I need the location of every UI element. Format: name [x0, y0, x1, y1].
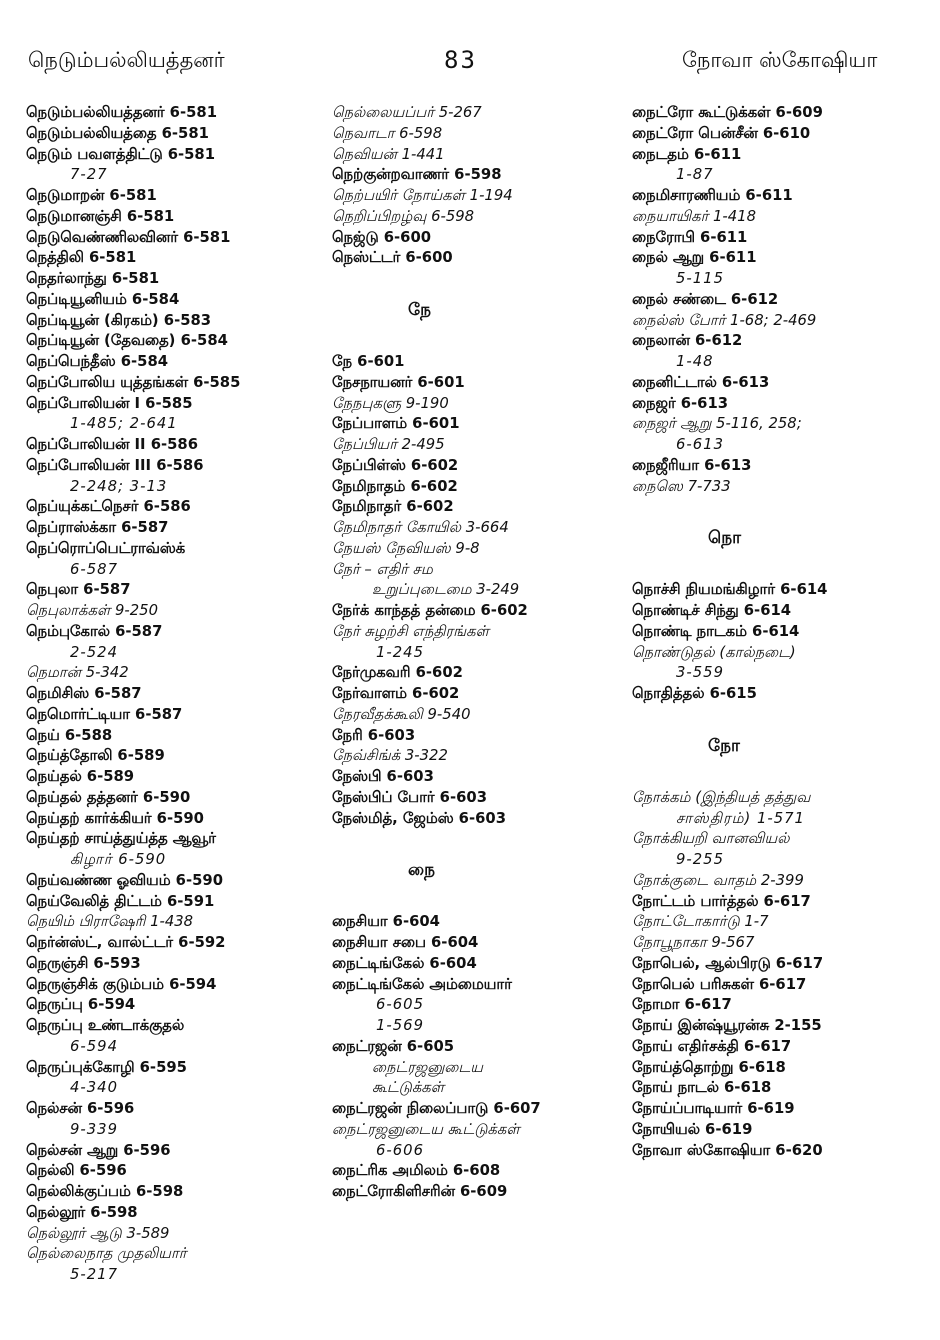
- index-entry: நைட்ரஜனுடைய: [372, 1058, 483, 1076]
- index-entry: நேநபுகளு 9-190: [332, 394, 449, 412]
- index-entry: நெய்வண்ண ஓவியம் 6-590: [26, 871, 223, 889]
- index-entry: நைட்ரஜன் 6-605: [332, 1037, 455, 1055]
- index-entry: நேப்பிள்ஸ் 6-602: [332, 456, 459, 474]
- index-entry: நெஸ்ட்டர் 6-600: [332, 249, 453, 267]
- index-entry: நெருஞ்சி 6-593: [26, 954, 141, 972]
- index-entry: நைசியா சபை 6-604: [332, 934, 479, 951]
- index-entry: நெர்ன்ஸ்ட், வால்ட்டர் 6-592: [26, 934, 226, 951]
- index-entry: நேமிநாதம் 6-602: [332, 477, 458, 495]
- index-entry-continuation: 9-339: [70, 1120, 118, 1138]
- index-entry-continuation: 9-255: [676, 851, 724, 868]
- index-entry: நொண்டுதல் (கால்நடை): [632, 643, 796, 661]
- spacer: [632, 767, 932, 788]
- index-entry: நைசியா 6-604: [332, 913, 440, 931]
- index-entry: நோய்ப்பாடியார் 6-619: [632, 1100, 795, 1117]
- index-entry: நெம்புகோல் 6-587: [26, 622, 163, 640]
- index-entry: நெல்லைநாத முதலியார்: [26, 1245, 187, 1263]
- index-entry-continuation: 1-569: [376, 1017, 424, 1034]
- index-entry: நைல் சண்டை 6-612: [632, 290, 779, 308]
- index-entry: நொண்டி நாடகம் 6-614: [632, 622, 800, 640]
- index-entry-continuation: 1-245: [376, 643, 424, 661]
- index-entry: நெமொர்ட்டியா 6-587: [26, 705, 183, 723]
- index-entry: உறுப்புடைமை 3-249: [372, 581, 520, 599]
- index-entry: நேரவீதக்கூலி 9-540: [332, 705, 471, 723]
- index-entry: நெடுமானஞ்சி 6-581: [26, 207, 175, 225]
- index-entry-continuation: 1-485; 2-641: [70, 415, 178, 433]
- index-entry: நெப்போலியன் II 6-586: [26, 436, 199, 453]
- index-entry: நெற்பயிர் நோய்கள் 1-194: [332, 187, 513, 204]
- index-entry: நெருஞ்சிக் குடும்பம் 6-594: [26, 975, 217, 993]
- section-letter-heading: நொ: [708, 528, 742, 548]
- index-entry: நெடும்பல்லியத்தனர் 6-581: [26, 104, 218, 121]
- index-entry: நோய் இன்ஷ்யூரன்சு 2-155: [632, 1017, 822, 1034]
- index-entry: நெறிப்பிறழ்வு 6-598: [332, 207, 475, 225]
- index-entry: நெருப்பு 6-594: [26, 996, 136, 1014]
- index-entry: நோய் நாடல் 6-618: [632, 1079, 772, 1097]
- index-entry: நெப்ராஸ்க்கா 6-587: [26, 519, 169, 536]
- index-entry: நெப்டியூன் (கிரகம்) 6-583: [26, 311, 212, 329]
- index-entry: நேமிநாதர் 6-602: [332, 498, 454, 516]
- index-entry: நைடதம் 6-611: [632, 145, 742, 163]
- index-entry: நெல்லூர் 6-598: [26, 1203, 138, 1221]
- index-entry: நோட்டோகார்டு 1-7: [632, 913, 769, 931]
- index-entry: நெடும் பவளத்திட்டு 6-581: [26, 145, 216, 163]
- spacer: [332, 829, 632, 850]
- section-letter-heading: நை: [408, 860, 435, 880]
- index-entry-continuation: 6-605: [376, 996, 424, 1014]
- index-entry: நோக்கியறி வானவியல்: [632, 830, 790, 848]
- index-entry: நைட்ரஜன் நிலைப்பாடு 6-607: [332, 1100, 541, 1117]
- index-entry: நோக்குடை வாதம் 2-399: [632, 871, 804, 889]
- index-entry: நெல்லையப்பர் 5-267: [332, 104, 482, 121]
- index-entry-continuation: கிழார் 6-590: [70, 851, 167, 868]
- index-entry: நைட்டிங்கேல் அம்மையார்: [332, 975, 512, 993]
- index-entry-continuation: 5-217: [70, 1266, 118, 1283]
- index-entry: நைமிசாரணியம் 6-611: [632, 187, 793, 204]
- index-entry: நைட்ரஜனுடைய கூட்டுக்கள்: [332, 1120, 520, 1138]
- index-entry: நோட்டம் பார்த்தல் 6-617: [632, 892, 811, 910]
- index-column-1: [26, 103, 326, 1286]
- section-letter-heading: நோ: [708, 735, 740, 756]
- index-entry: நைஜர் 6-613: [632, 394, 729, 412]
- index-entry: நெப்யுக்கட்நெசர் 6-586: [26, 498, 191, 516]
- index-entry: நெய்தல் தத்தனர் 6-590: [26, 788, 191, 806]
- page-number: 83: [444, 46, 477, 74]
- index-entry: நேமிநாதர் கோயில் 3-664: [332, 519, 509, 536]
- index-entry: நெபுலா 6-587: [26, 581, 131, 599]
- index-entry: நெய்த்தோலி 6-589: [26, 747, 165, 765]
- index-entry: நைரோபி 6-611: [632, 228, 748, 246]
- index-entry: நைல்ஸ் போர் 1-68; 2-469: [632, 311, 817, 329]
- index-entry: நைட்ரோ பென்சீன் 6-610: [632, 124, 811, 142]
- spacer: [332, 269, 632, 290]
- index-entry: நோய்த்தொற்று 6-618: [632, 1058, 786, 1076]
- index-column-3: [632, 103, 932, 1161]
- index-entry-continuation: 6-587: [70, 560, 118, 578]
- index-entry: நெத்திலி 6-581: [26, 249, 137, 267]
- index-entry: நெய்தற் சாய்த்துய்த்த ஆவூர்: [26, 830, 216, 848]
- index-entry: நேஸ்பி 6-603: [332, 768, 434, 785]
- index-entry: நேர் – எதிர் சம: [332, 560, 433, 578]
- index-entry: நேர்க் காந்தத் தன்மை 6-602: [332, 602, 528, 619]
- index-entry: நெப்போலியன் III 6-586: [26, 456, 204, 474]
- index-entry: நொச்சி நியமங்கிழார் 6-614: [632, 581, 828, 599]
- index-entry: நைனிட்டால் 6-613: [632, 373, 770, 391]
- index-entry: நெய்வேலித் திட்டம் 6-591: [26, 892, 215, 910]
- index-entry: நேஸ்பிப் போர் 6-603: [332, 788, 488, 806]
- index-entry: நோயியல் 6-619: [632, 1120, 753, 1138]
- spacer: [632, 560, 932, 581]
- index-entry-continuation: 1-87: [676, 166, 714, 184]
- index-column-2: [332, 103, 632, 1203]
- index-entry: நைட்ரோகிளிசரின் 6-609: [332, 1183, 508, 1200]
- index-entry: நெடுமாறன் 6-581: [26, 187, 157, 204]
- index-entry: நோபெல் பரிசுகள் 6-617: [632, 975, 807, 993]
- spacer: [632, 497, 932, 518]
- index-entry: நெல்லிக்குப்பம் 6-598: [26, 1183, 184, 1200]
- index-entry-continuation: 2-248; 3-13: [70, 477, 168, 495]
- index-entry: நேயஸ் நேவியஸ் 9-8: [332, 539, 480, 557]
- index-entry-continuation: 6-594: [70, 1037, 118, 1055]
- index-entry: நெய்தல் 6-589: [26, 768, 135, 785]
- spacer: [332, 892, 632, 913]
- index-entry: நெல்லூர் ஆடு 3-589: [26, 1224, 170, 1242]
- index-entry: நேப்பாளம் 6-601: [332, 415, 460, 433]
- index-entry: நேசநாயனர் 6-601: [332, 373, 465, 391]
- index-entry: நோய் எதிர்சக்தி 6-617: [632, 1037, 792, 1055]
- index-entry: நோவா ஸ்கோஷியா 6-620: [632, 1141, 823, 1159]
- index-entry: நேப்பியர் 2-495: [332, 436, 445, 453]
- index-entry: நெஜ்டு 6-600: [332, 228, 432, 246]
- index-entry: நெல்சன் 6-596: [26, 1100, 135, 1117]
- index-entry: நேர்வாளம் 6-602: [332, 685, 460, 702]
- index-entry: நெதர்லாந்து 6-581: [26, 270, 160, 287]
- index-entry: நே 6-601: [332, 353, 405, 370]
- index-entry-continuation: 6-613: [676, 436, 724, 453]
- index-entry: நெவியன் 1-441: [332, 145, 445, 163]
- index-entry: நைட்ரோ கூட்டுக்கள் 6-609: [632, 104, 823, 121]
- index-entry: நெமான் 5-342: [26, 664, 129, 682]
- index-entry: நேஸ்மித், ஜேம்ஸ் 6-603: [332, 809, 506, 827]
- index-entry: நெமிசிஸ் 6-587: [26, 685, 142, 702]
- index-entry: நைல் ஆறு 6-611: [632, 249, 757, 267]
- spacer: [332, 331, 632, 352]
- index-entry: நெருப்பு உண்டாக்குதல்: [26, 1017, 185, 1034]
- index-entry: நைஜர் ஆறு 5-116, 258;: [632, 415, 802, 433]
- index-entry: நெப்டியூன் (தேவதை) 6-584: [26, 332, 228, 350]
- index-entry: நெய் 6-588: [26, 726, 113, 744]
- index-entry-continuation: 7-27: [70, 166, 108, 184]
- index-entry: நைட்டிங்கேல் 6-604: [332, 954, 477, 972]
- index-entry: நையாயிகர் 1-418: [632, 207, 756, 225]
- index-entry: நெற்குன்றவாணர் 6-598: [332, 166, 502, 184]
- index-entry: நெடுவெண்ணிலவினர் 6-581: [26, 228, 231, 246]
- index-entry: நெபுலாக்கள் 9-250: [26, 602, 159, 619]
- index-entry: நெருப்புக்கோழி 6-595: [26, 1058, 187, 1076]
- running-head-left: நெடும்பல்லியத்தனர்: [28, 48, 225, 72]
- index-entry: நொதித்தல் 6-615: [632, 685, 757, 702]
- index-entry: நேர்முகவரி 6-602: [332, 664, 463, 682]
- index-entry: நெயிம் பிராஷேரி 1-438: [26, 913, 194, 931]
- index-entry: நெடும்பல்லியத்தை 6-581: [26, 124, 209, 142]
- index-entry: நொண்டிச் சிந்து 6-614: [632, 602, 792, 619]
- index-entry: நைஜீரியா 6-613: [632, 456, 752, 474]
- index-entry: நெவாடா 6-598: [332, 124, 443, 142]
- spacer: [632, 705, 932, 726]
- index-entry: நோக்கம் (இந்தியத் தத்துவ: [632, 788, 811, 806]
- index-entry-continuation: 4-340: [70, 1079, 118, 1097]
- index-entry: நைட்ரிக அமிலம் 6-608: [332, 1162, 501, 1180]
- index-entry-continuation: 3-559: [676, 664, 724, 682]
- index-entry: நெப்ரொப்பெட்ராவ்ஸ்க்: [26, 539, 186, 557]
- index-entry: நெல்லி 6-596: [26, 1162, 127, 1180]
- index-entry: நோமா 6-617: [632, 996, 732, 1014]
- index-entry-continuation: 6-606: [376, 1141, 424, 1159]
- index-entry: நெப்டியூனியம் 6-584: [26, 290, 180, 308]
- index-entry: நெப்போலியன் I 6-585: [26, 394, 193, 412]
- index-entry-continuation: சாஸ்திரம்) 1-571: [676, 809, 805, 827]
- index-entry: நெய்தற் கார்க்கியர் 6-590: [26, 809, 204, 827]
- index-entry: நெல்சன் ஆறு 6-596: [26, 1141, 171, 1159]
- index-entry: நோபெல், ஆல்பிரடு 6-617: [632, 954, 824, 972]
- index-entry: நெப்பெந்தீஸ் 6-584: [26, 353, 169, 370]
- index-entry: நேவ்சிங்க் 3-322: [332, 747, 448, 765]
- index-entry: நேர் சுழற்சி எந்திரங்கள்: [332, 622, 489, 640]
- index-entry: கூட்டுக்கள்: [372, 1079, 445, 1097]
- index-entry: நெப்போலிய யுத்தங்கள் 6-585: [26, 373, 241, 391]
- index-entry-continuation: 5-115: [676, 270, 724, 287]
- section-letter-heading: நே: [408, 299, 431, 320]
- index-entry: நேரி 6-603: [332, 726, 416, 744]
- index-entry: நைலான் 6-612: [632, 332, 743, 350]
- index-entry: நைஸெ 7-733: [632, 477, 731, 495]
- index-entry: நோபூநாகா 9-567: [632, 934, 755, 951]
- index-entry-continuation: 1-48: [676, 353, 714, 370]
- index-entry-continuation: 2-524: [70, 643, 118, 661]
- running-head-right: நோவா ஸ்கோஷியா: [682, 48, 878, 72]
